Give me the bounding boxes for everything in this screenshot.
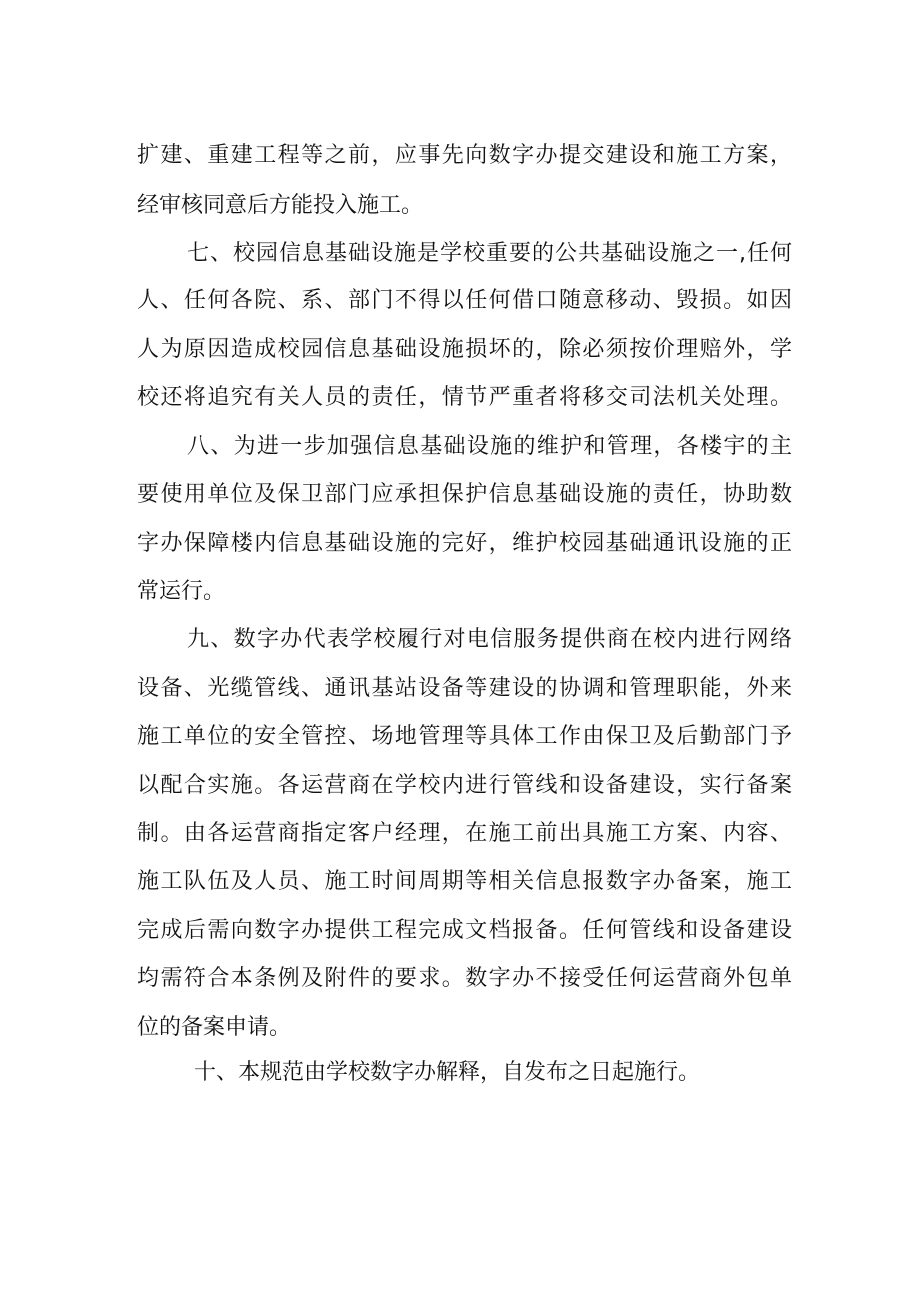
text-line: 均需符合本条例及附件的要求。数字办不接受任何运营商外包单: [137, 966, 792, 991]
text-line: 完成后需向数字办提供工程完成文档报备。任何管线和设备建设: [137, 918, 792, 943]
text-line: 扩建、重建工程等之前，应事先向数字办提交建设和施工方案，: [137, 143, 792, 168]
text-line: 施工队伍及人员、施工时间周期等相关信息报数字办备案，施工: [137, 869, 792, 894]
text-line: 人为原因造成校园信息基础设施损坏的，除必须按价理赔外，学: [137, 337, 792, 362]
text-line: 位的备案申请。: [137, 1015, 292, 1040]
text-line: 设备、光缆管线、通讯基站设备等建设的协调和管理职能，外来: [137, 676, 792, 701]
paragraph-9-line: 九、数字办代表学校履行对电信服务提供商在校内进行网络: [187, 627, 792, 652]
paragraph-7-line: 七、校园信息基础设施是学校重要的公共基础设施之一,任何: [187, 241, 792, 266]
text-line: 经审核同意后方能投入施工。: [137, 193, 424, 218]
text-line: 制。由各运营商指定客户经理，在施工前出具施工方案、内容、: [137, 821, 792, 846]
text-line: 施工单位的安全管控、场地管理等具体工作由保卫及后勤部门予: [137, 724, 792, 749]
text-line: 常运行。: [137, 579, 226, 604]
paragraph-10-line: 十、本规范由学校数字办解释，自发布之日起施行。: [194, 1060, 701, 1085]
paragraph-8-line: 八、为进一步加强信息基础设施的维护和管理，各楼宇的主: [187, 434, 792, 459]
text-line: 校还将追究有关人员的责任，情节严重者将移交司法机关处理。: [137, 385, 792, 410]
text-line: 要使用单位及保卫部门应承担保护信息基础设施的责任，协助数: [137, 482, 792, 507]
text-line: 人、任何各院、系、部门不得以任何借口随意移动、毁损。如因: [137, 288, 792, 313]
text-line: 以配合实施。各运营商在学校内进行管线和设备建设，实行备案: [137, 773, 792, 798]
text-line: 字办保障楼内信息基础设施的完好，维护校园基础通讯设施的正: [137, 531, 792, 556]
